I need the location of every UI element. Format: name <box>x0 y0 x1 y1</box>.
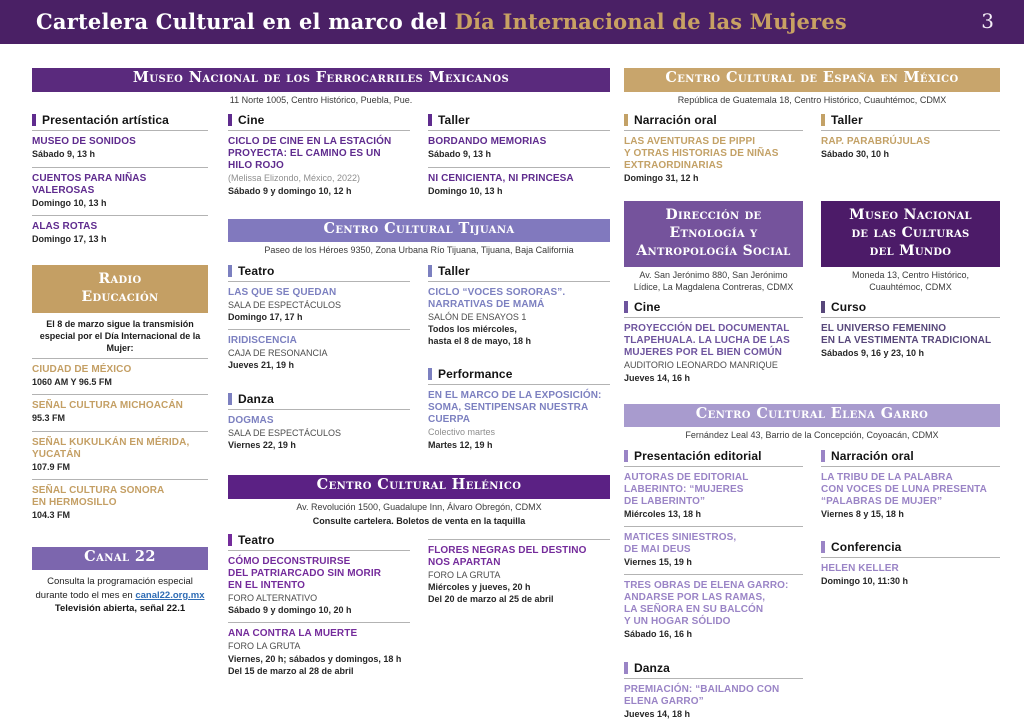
category-header <box>228 533 410 551</box>
category-label: Danza <box>238 391 274 406</box>
category-label: Curso <box>831 300 867 315</box>
venue-columns <box>228 264 610 457</box>
event-detail: 104.3 FM <box>32 509 71 520</box>
event-title: CUENTOS PARA NIÑAS VALEROSAS <box>32 172 147 196</box>
category-label: Narración oral <box>634 113 717 128</box>
venue-elena-garro <box>624 404 1000 726</box>
event-detail: 95.3 FM <box>32 413 66 424</box>
venue-column <box>228 113 410 202</box>
venue-column <box>428 113 610 202</box>
category-bullet-icon <box>228 114 232 126</box>
category-block <box>624 113 803 190</box>
event-list <box>821 131 1000 166</box>
category-label: Performance <box>438 367 513 382</box>
event-detail: Viernes, 20 h; sábados y domingos, 18 h Del 15 de marzo al 28 de abril <box>228 653 402 676</box>
event-detail: 1060 AM Y 96.5 FM <box>32 377 112 388</box>
bulletin-body <box>0 44 1024 726</box>
radio-intro-text: El 8 de marzo sigue la transmisión especial por el Día Internacional de la Mujer: <box>39 319 201 353</box>
category-block <box>32 113 208 250</box>
event-detail: Sábado 30, 10 h <box>821 149 890 160</box>
category-label: Teatro <box>238 533 275 548</box>
category-label: Taller <box>831 113 863 128</box>
event-detail: Jueves 14, 18 h <box>624 708 691 719</box>
category-label: Cine <box>634 300 661 315</box>
event-item <box>32 131 208 166</box>
event-item <box>624 679 803 726</box>
category-block <box>428 264 610 353</box>
event-list <box>228 551 410 683</box>
event-list <box>428 282 610 353</box>
venue-ferrocarriles-col-presentacion <box>32 113 208 250</box>
page-title-highlight: Día Internacional de las Mujeres <box>454 8 847 34</box>
event-detail: Domingo 10, 11:30 h <box>821 576 909 587</box>
canal22-link[interactable]: canal22.org.mx <box>135 589 205 601</box>
event-list <box>228 282 410 378</box>
event-item <box>428 167 610 203</box>
event-title: LAS AVENTURAS DE PIPPI Y OTRAS HISTORIAS DE NIÑAS EXTRAORDINARIAS <box>624 136 779 172</box>
category-block <box>624 449 803 646</box>
event-title: HELEN KELLER <box>821 563 899 575</box>
category-header <box>428 367 610 385</box>
category-bullet-icon <box>624 662 628 674</box>
event-title: AUTORAS DE EDITORIAL LABERINTO: “MUJERES DE LABERINTO” <box>624 472 749 508</box>
event-title: MATICES SINIESTROS, DE MAI DEUS <box>624 532 737 556</box>
category-block <box>821 300 1000 365</box>
category-header <box>428 113 610 131</box>
venue-espana <box>624 68 1000 191</box>
category-header <box>821 540 1000 558</box>
event-detail: CAJA DE RESONANCIA <box>228 348 328 359</box>
venue-columns <box>228 113 610 202</box>
category-block <box>428 367 610 456</box>
event-detail: Miércoles 13, 18 h <box>624 509 702 520</box>
venue-address: República de Guatemala 18, Centro Histórico, Cuauhtémoc, CDMX <box>677 94 947 105</box>
category-label: Taller <box>438 113 470 128</box>
category-header <box>228 392 410 410</box>
venue-name: Radio Educación <box>32 265 208 313</box>
category-block <box>428 539 610 611</box>
event-title: EN EL MARCO DE LA EXPOSICIÓN: SOMA, SENTIPENSAR NUESTRA CUERPA <box>428 390 602 426</box>
event-item <box>428 131 610 166</box>
category-block <box>428 113 610 202</box>
left-rail <box>32 113 208 683</box>
venue-address: Paseo de los Héroes 9350, Zona Urbana Río Tijuana, Tijuana, Baja California <box>264 245 574 256</box>
category-header <box>228 113 410 131</box>
category-block <box>821 113 1000 166</box>
category-bullet-icon <box>428 368 432 380</box>
venue-address: Av. Revolución 1500, Guadalupe Inn, Álvaro Obregón, CDMX <box>296 501 542 512</box>
event-item <box>428 385 610 456</box>
venue-column <box>228 533 410 683</box>
event-item <box>624 467 803 526</box>
category-bullet-icon <box>228 534 232 546</box>
venue-column <box>821 449 1000 726</box>
event-title: MUSEO DE SONIDOS <box>32 136 136 148</box>
venue-address: Fernández Leal 43, Barrio de la Concepción, Coyoacán, CDMX <box>685 430 939 441</box>
venue-name: Museo Nacional de las Culturas del Mundo <box>821 201 1000 268</box>
category-header <box>624 113 803 131</box>
category-label: Narración oral <box>831 449 914 464</box>
venue-columns <box>624 113 1000 190</box>
category-header <box>624 449 803 467</box>
category-header <box>624 300 803 318</box>
event-list <box>624 318 803 389</box>
event-detail: Sábado 9 y domingo 10, 20 h <box>228 605 352 616</box>
category-block <box>821 449 1000 526</box>
event-detail: SALÓN DE ENSAYOS 1 <box>428 312 527 322</box>
event-detail: Domingo 10, 13 h <box>32 197 107 208</box>
event-title: FLORES NEGRAS DEL DESTINO NOS APARTAN <box>428 545 587 569</box>
event-item <box>228 551 410 622</box>
event-detail: Martes 12, 19 h <box>428 439 493 450</box>
venue-column <box>821 300 1000 365</box>
venue-name: Centro Cultural Tijuana <box>228 219 610 243</box>
event-detail: Jueves 14, 16 h <box>624 372 691 383</box>
category-bullet-icon <box>624 114 628 126</box>
category-label: Teatro <box>238 264 275 278</box>
event-item <box>32 479 208 527</box>
event-detail: Sábado 16, 16 h <box>624 629 693 640</box>
event-detail: AUDITORIO LEONARDO MANRIQUE <box>624 360 778 371</box>
event-list <box>32 131 208 250</box>
left-split <box>32 113 610 683</box>
event-list <box>821 558 1000 593</box>
event-item <box>228 410 410 457</box>
event-item <box>821 467 1000 526</box>
event-item <box>428 282 610 353</box>
event-list <box>228 131 410 202</box>
venue-address: Av. San Jerónimo 880, San Jerónimo Lídice, La Magdalena Contreras, CDMX <box>633 270 794 292</box>
event-list <box>624 679 803 726</box>
event-detail: Sábado 9, 13 h <box>32 149 96 160</box>
event-detail: Sábado 9 y domingo 10, 12 h <box>228 185 352 196</box>
category-header <box>32 113 208 131</box>
event-title: LA TRIBU DE LA PALABRA CON VOCES DE LUNA PRESENTA “PALABRAS DE MUJER” <box>821 472 987 508</box>
event-title: ALAS ROTAS <box>32 220 98 232</box>
venue-columns <box>228 533 610 683</box>
category-block <box>821 540 1000 593</box>
right-split <box>624 201 1000 390</box>
venue-column <box>821 113 1000 190</box>
event-detail: Viernes 8 y 15, 18 h <box>821 509 904 520</box>
event-detail: Sábados 9, 16 y 23, 10 h <box>821 348 925 359</box>
venue-name: Museo Nacional de los Ferrocarriles Mexicanos <box>32 68 610 92</box>
venue-ferrocarriles-cols <box>228 113 610 202</box>
event-detail: Jueves 21, 19 h <box>228 360 295 371</box>
event-title: CICLO DE CINE EN LA ESTACIÓN PROYECTA: EL CAMINO ES UN HILO ROJO <box>228 136 392 172</box>
event-item <box>821 131 1000 166</box>
event-item <box>32 167 208 215</box>
canal22-info-text: Consulta la programación especial durante todo el mes en <box>35 576 193 601</box>
venue-column <box>624 449 803 726</box>
category-bullet-icon <box>821 450 825 462</box>
category-block <box>228 392 410 457</box>
event-title: CICLO “VOCES SORORAS”. NARRATIVAS DE MAMÁ <box>428 287 566 310</box>
category-bullet-icon <box>624 450 628 462</box>
event-title: IRIDISCENCIA <box>228 335 297 347</box>
event-title: PROYECCIÓN DEL DOCUMENTAL TLAPEHUALA. LA LUCHA DE LAS MUJERES POR EL BIEN COMÚN <box>624 323 790 359</box>
event-list <box>428 539 610 611</box>
canal22-info <box>32 575 208 615</box>
event-detail: Domingo 10, 13 h <box>428 185 503 196</box>
venue-columns <box>624 300 803 389</box>
category-header <box>428 264 610 282</box>
venue-column <box>228 264 410 457</box>
category-header <box>821 300 1000 318</box>
event-item <box>624 318 803 389</box>
event-list <box>228 410 410 457</box>
canal22-signal-text: Televisión abierta, señal 22.1 <box>54 603 186 615</box>
event-title: CÓMO DECONSTRUIRSE DEL PATRIARCADO SIN MORIR EN EL INTENTO <box>228 556 382 592</box>
venue-etnologia <box>624 201 803 390</box>
event-item <box>228 131 410 202</box>
event-title: DOGMAS <box>228 414 274 426</box>
category-label: Cine <box>238 113 265 128</box>
venue-culturas <box>821 201 1000 390</box>
event-title: NI CENICIENTA, NI PRINCESA <box>428 172 574 184</box>
category-bullet-icon <box>428 114 432 126</box>
event-detail: FORO ALTERNATIVO <box>228 593 318 604</box>
event-item <box>228 282 410 329</box>
venue-address: 11 Norte 1005, Centro Histórico, Puebla, Pue. <box>229 94 413 105</box>
event-detail: Domingo 17, 13 h <box>32 233 107 244</box>
event-detail: FORO LA GRUTA <box>228 641 301 652</box>
event-item <box>32 431 208 479</box>
category-label: Danza <box>634 660 670 675</box>
category-header <box>228 264 410 282</box>
category-block <box>228 113 410 202</box>
event-title: CIUDAD DE MÉXICO <box>32 364 132 376</box>
event-title: EL UNIVERSO FEMENINO EN LA VESTIMENTA TRADICIONAL <box>821 323 992 347</box>
event-detail: Domingo 31, 12 h <box>624 173 699 184</box>
event-list <box>32 358 208 527</box>
event-item <box>32 394 208 430</box>
event-item <box>228 622 410 682</box>
event-item <box>32 215 208 251</box>
event-detail: 107.9 FM <box>32 461 71 472</box>
category-header <box>821 449 1000 467</box>
event-detail: Todos los miércoles, hasta el 8 de mayo, 18 h <box>428 324 532 347</box>
venue-column <box>624 300 803 389</box>
venue-name: Canal 22 <box>32 547 208 571</box>
event-detail: FORO LA GRUTA <box>428 570 501 581</box>
category-header <box>624 661 803 679</box>
venue-note: Consulte cartelera. Boletos de venta en la taquilla <box>312 516 526 527</box>
category-block <box>624 661 803 726</box>
page-title <box>36 9 847 34</box>
venue-tijuana <box>228 219 610 457</box>
event-detail: Viernes 15, 19 h <box>624 557 692 568</box>
category-bullet-icon <box>624 301 628 313</box>
venue-address: Moneda 13, Centro Histórico, Cuauhtémoc, CDMX <box>851 270 970 292</box>
event-title: BORDANDO MEMORIAS <box>428 136 547 148</box>
venue-column <box>428 264 610 457</box>
event-title: SEÑAL CULTURA SONORA EN HERMOSILLO <box>32 484 165 508</box>
category-bullet-icon <box>428 265 432 277</box>
event-list <box>428 385 610 456</box>
event-title: PREMIACIÓN: “BAILANDO CON ELENA GARRO” <box>624 683 780 707</box>
category-header <box>821 113 1000 131</box>
event-detail: Domingo 17, 17 h <box>228 312 303 323</box>
event-item <box>821 318 1000 365</box>
category-bullet-icon <box>228 265 232 277</box>
event-list <box>624 467 803 646</box>
category-label: Taller <box>438 264 470 278</box>
venue-column <box>428 533 610 683</box>
event-list <box>624 131 803 190</box>
venue-ferrocarriles-header <box>32 68 610 106</box>
event-item <box>821 558 1000 593</box>
event-item <box>32 358 208 394</box>
category-label: Conferencia <box>831 540 902 555</box>
venue-column <box>624 113 803 190</box>
event-title: SEÑAL CULTURA MICHOACÁN <box>32 400 183 412</box>
page-banner <box>0 0 1024 44</box>
event-item <box>624 574 803 646</box>
event-item <box>428 540 610 611</box>
venue-columns <box>821 300 1000 365</box>
category-label: Presentación artística <box>42 113 169 128</box>
event-title: RAP. PARABRÚJULAS <box>821 136 931 148</box>
event-title: ANA CONTRA LA MUERTE <box>228 628 358 640</box>
venue-name: Centro Cultural Helénico <box>228 475 610 499</box>
venue-name: Dirección de Etnología y Antropología Social <box>624 201 803 268</box>
venue-radio-educacion <box>32 265 208 527</box>
event-list <box>428 131 610 202</box>
middle-column <box>228 113 610 683</box>
event-detail: Viernes 22, 19 h <box>228 439 296 450</box>
category-bullet-icon <box>821 114 825 126</box>
left-column-group <box>32 68 610 726</box>
category-bullet-icon <box>821 541 825 553</box>
event-detail: Miércoles y jueves, 20 h Del 20 de marzo al 25 de abril <box>428 582 554 605</box>
event-item <box>624 131 803 190</box>
event-detail: SALA DE ESPECTÁCULOS <box>228 300 342 310</box>
event-detail: Colectivo martes <box>428 427 496 438</box>
venue-helenico <box>228 475 610 683</box>
venue-canal22 <box>32 547 208 616</box>
event-list <box>821 467 1000 526</box>
event-detail: (Melissa Elizondo, México, 2022) <box>228 173 361 184</box>
right-column-group <box>624 68 1000 726</box>
event-detail: Sábado 9, 13 h <box>428 149 492 160</box>
category-label: Presentación editorial <box>634 449 762 464</box>
category-block <box>228 264 410 378</box>
event-detail: SALA DE ESPECTÁCULOS <box>228 427 342 438</box>
venue-columns <box>624 449 1000 726</box>
category-bullet-icon <box>228 393 232 405</box>
event-title: SEÑAL KUKULKÁN EN MÉRIDA, YUCATÁN <box>32 436 190 460</box>
venue-name: Centro Cultural de España en México <box>624 68 1000 92</box>
category-block <box>624 300 803 389</box>
page-title-prefix: Cartelera Cultural en el marco del <box>36 8 455 34</box>
event-list <box>821 318 1000 365</box>
category-bullet-icon <box>821 301 825 313</box>
page-number: 3 <box>981 9 994 33</box>
category-block <box>228 533 410 683</box>
event-title: TRES OBRAS DE ELENA GARRO: ANDARSE POR LAS RAMAS, LA SEÑORA EN SU BALCÓN Y UN HOGAR SÓLIDO <box>624 580 789 628</box>
venue-name: Centro Cultural Elena Garro <box>624 404 1000 428</box>
event-item <box>228 329 410 377</box>
event-title: LAS QUE SE QUEDAN <box>228 287 337 298</box>
event-item <box>624 526 803 574</box>
category-bullet-icon <box>32 114 36 126</box>
